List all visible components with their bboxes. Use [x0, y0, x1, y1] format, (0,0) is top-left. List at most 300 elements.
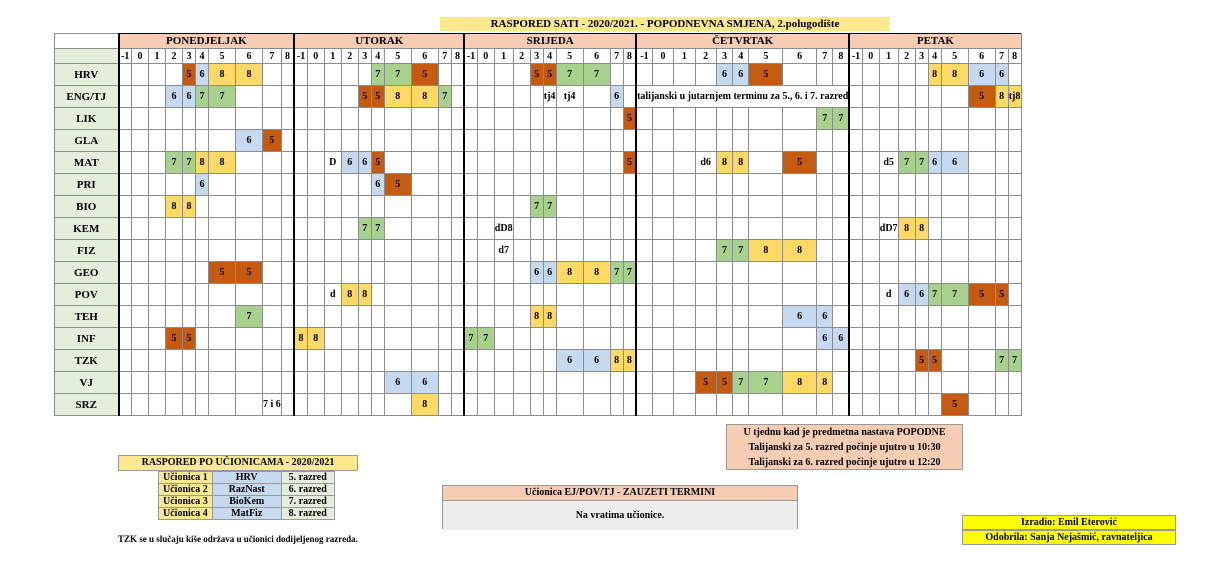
- empty-cell: [610, 240, 623, 262]
- empty-cell: [464, 174, 477, 196]
- empty-cell: [583, 108, 610, 130]
- empty-cell: [1008, 240, 1021, 262]
- empty-cell: [438, 394, 451, 416]
- empty-cell: [132, 86, 149, 108]
- hour-label: 2: [513, 49, 530, 64]
- empty-cell: [132, 394, 149, 416]
- empty-cell: [294, 372, 307, 394]
- empty-cell: [941, 262, 968, 284]
- empty-cell: [438, 306, 451, 328]
- empty-cell: [749, 174, 783, 196]
- empty-cell: [783, 218, 817, 240]
- subject-row: [55, 218, 1022, 240]
- empty-cell: [281, 262, 294, 284]
- lesson-cell: d: [324, 284, 341, 306]
- empty-cell: [209, 284, 236, 306]
- subject-row: [55, 240, 1022, 262]
- empty-cell: [879, 306, 898, 328]
- empty-cell: [307, 350, 324, 372]
- empty-cell: [307, 108, 324, 130]
- hour-label: 5: [384, 49, 411, 64]
- empty-cell: [543, 394, 556, 416]
- empty-cell: [149, 240, 166, 262]
- empty-cell: [358, 262, 371, 284]
- empty-cell: [513, 152, 530, 174]
- hour-label: 8: [623, 49, 636, 64]
- subject-label: ENG/TJ: [55, 86, 119, 108]
- empty-cell: [530, 372, 543, 394]
- empty-cell: [464, 262, 477, 284]
- empty-cell: [749, 196, 783, 218]
- empty-cell: [530, 218, 543, 240]
- subject-label: LIK: [55, 108, 119, 130]
- empty-cell: [494, 152, 513, 174]
- empty-cell: [733, 130, 749, 152]
- empty-cell: [716, 350, 732, 372]
- empty-cell: [716, 328, 732, 350]
- empty-cell: [477, 350, 494, 372]
- empty-cell: [263, 350, 282, 372]
- empty-cell: [438, 196, 451, 218]
- empty-cell: [556, 306, 583, 328]
- hour-label: -1: [636, 49, 652, 64]
- empty-cell: [652, 174, 673, 196]
- lesson-cell: 8: [530, 306, 543, 328]
- empty-cell: [862, 64, 879, 86]
- lesson-cell: 8: [733, 152, 749, 174]
- empty-cell: [494, 328, 513, 350]
- empty-cell: [733, 108, 749, 130]
- empty-cell: [464, 306, 477, 328]
- empty-cell: [833, 284, 849, 306]
- empty-cell: [817, 262, 833, 284]
- empty-cell: [183, 240, 196, 262]
- empty-cell: [898, 174, 915, 196]
- subject-label: GEO: [55, 262, 119, 284]
- empty-cell: [898, 262, 915, 284]
- empty-cell: [132, 306, 149, 328]
- empty-cell: [543, 372, 556, 394]
- empty-cell: [733, 218, 749, 240]
- empty-cell: [695, 284, 716, 306]
- empty-cell: [610, 196, 623, 218]
- empty-cell: [196, 262, 209, 284]
- hour-label: 3: [183, 49, 196, 64]
- empty-cell: [494, 284, 513, 306]
- empty-cell: [610, 218, 623, 240]
- lesson-cell: 7: [196, 86, 209, 108]
- empty-cell: [281, 306, 294, 328]
- lesson-cell: 8: [928, 64, 941, 86]
- empty-cell: [281, 108, 294, 130]
- room-schedule-title: RASPORED PO UČIONICAMA - 2020/2021: [118, 455, 358, 471]
- empty-cell: [749, 350, 783, 372]
- empty-cell: [477, 262, 494, 284]
- subject-row: [55, 196, 1022, 218]
- empty-cell: [636, 218, 652, 240]
- empty-cell: [833, 196, 849, 218]
- empty-cell: [716, 262, 732, 284]
- empty-cell: [623, 240, 636, 262]
- lesson-cell: 8: [623, 350, 636, 372]
- empty-cell: [294, 108, 307, 130]
- empty-cell: [623, 218, 636, 240]
- empty-cell: [733, 306, 749, 328]
- empty-cell: [623, 130, 636, 152]
- empty-cell: [371, 394, 384, 416]
- empty-cell: [438, 350, 451, 372]
- empty-cell: [610, 152, 623, 174]
- empty-cell: [513, 218, 530, 240]
- empty-cell: [1008, 108, 1021, 130]
- subject-label: VJ: [55, 372, 119, 394]
- empty-cell: [695, 174, 716, 196]
- empty-cell: [879, 240, 898, 262]
- lesson-cell: 5: [183, 64, 196, 86]
- empty-cell: [236, 328, 263, 350]
- empty-cell: [1008, 328, 1021, 350]
- lesson-cell: 7 i 6: [263, 394, 282, 416]
- empty-cell: [149, 306, 166, 328]
- empty-cell: [674, 218, 695, 240]
- empty-cell: [281, 130, 294, 152]
- room-subject: RazNast: [212, 484, 281, 496]
- lesson-cell: tj4: [543, 86, 556, 108]
- empty-cell: [862, 152, 879, 174]
- empty-cell: [149, 350, 166, 372]
- empty-cell: [941, 86, 968, 108]
- empty-cell: [636, 350, 652, 372]
- lesson-cell: 6: [411, 372, 438, 394]
- empty-cell: [995, 372, 1008, 394]
- lesson-cell: 8: [898, 218, 915, 240]
- empty-cell: [294, 196, 307, 218]
- empty-cell: [149, 262, 166, 284]
- empty-cell: [513, 130, 530, 152]
- lesson-cell: 6: [166, 86, 183, 108]
- lesson-cell: 6: [358, 152, 371, 174]
- lesson-cell: 8: [783, 240, 817, 262]
- lesson-cell: dD7: [879, 218, 898, 240]
- hour-label: 2: [166, 49, 183, 64]
- empty-cell: [324, 130, 341, 152]
- empty-cell: [783, 130, 817, 152]
- empty-cell: [928, 108, 941, 130]
- lesson-cell: 7: [358, 218, 371, 240]
- empty-cell: [149, 64, 166, 86]
- empty-cell: [623, 196, 636, 218]
- empty-cell: [817, 130, 833, 152]
- notice-line-1: U tjednu kad je predmetna nastava POPODNE: [743, 427, 946, 438]
- hour-label: -1: [119, 49, 132, 64]
- empty-cell: [371, 306, 384, 328]
- empty-cell: [995, 218, 1008, 240]
- empty-cell: [438, 108, 451, 130]
- empty-cell: [995, 306, 1008, 328]
- author-label: Izradio: Emil Eterović: [962, 515, 1176, 530]
- empty-cell: [674, 284, 695, 306]
- subject-row: [55, 306, 1022, 328]
- hour-label: 0: [477, 49, 494, 64]
- empty-cell: [196, 372, 209, 394]
- empty-cell: [674, 130, 695, 152]
- empty-cell: [623, 306, 636, 328]
- empty-cell: [132, 218, 149, 240]
- empty-cell: [149, 328, 166, 350]
- empty-cell: [898, 130, 915, 152]
- empty-cell: [862, 130, 879, 152]
- empty-cell: [183, 108, 196, 130]
- empty-cell: [783, 394, 817, 416]
- empty-cell: [695, 130, 716, 152]
- empty-cell: [941, 196, 968, 218]
- empty-cell: [464, 108, 477, 130]
- lesson-cell: 7: [1008, 350, 1021, 372]
- empty-cell: [209, 174, 236, 196]
- lesson-cell: 5: [968, 284, 995, 306]
- empty-cell: [623, 86, 636, 108]
- empty-cell: [716, 306, 732, 328]
- empty-cell: [384, 130, 411, 152]
- subject-label: GLA: [55, 130, 119, 152]
- empty-cell: [583, 328, 610, 350]
- lesson-cell: dD8: [494, 218, 513, 240]
- empty-cell: [358, 174, 371, 196]
- empty-cell: [583, 284, 610, 306]
- empty-cell: [1008, 174, 1021, 196]
- room-row: [159, 508, 335, 520]
- empty-cell: [543, 328, 556, 350]
- empty-cell: [132, 108, 149, 130]
- room-name: Učionica 1: [159, 472, 213, 484]
- empty-cell: [968, 218, 995, 240]
- empty-cell: [928, 86, 941, 108]
- empty-cell: [411, 196, 438, 218]
- empty-cell: [556, 130, 583, 152]
- empty-cell: [149, 196, 166, 218]
- empty-cell: [674, 108, 695, 130]
- empty-cell: [494, 174, 513, 196]
- tzk-note: TZK se u slučaju kiše održava u učionici dodijeljenog razreda.: [118, 534, 358, 544]
- hour-label: 0: [307, 49, 324, 64]
- lesson-cell: 6: [817, 306, 833, 328]
- lesson-cell: 8: [384, 86, 411, 108]
- italian-note: talijanski u jutarnjem terminu za 5., 6. i 7. razred: [636, 86, 849, 108]
- ej-box-title: Učionica EJ/POV/TJ - ZAUZETI TERMINI: [443, 486, 797, 501]
- room-name: Učionica 3: [159, 496, 213, 508]
- empty-cell: [862, 372, 879, 394]
- empty-cell: [849, 152, 862, 174]
- empty-cell: [451, 262, 464, 284]
- empty-cell: [915, 394, 928, 416]
- empty-cell: [636, 196, 652, 218]
- empty-cell: [263, 284, 282, 306]
- hour-label: 7: [995, 49, 1008, 64]
- empty-cell: [928, 174, 941, 196]
- empty-cell: [583, 152, 610, 174]
- empty-cell: [879, 394, 898, 416]
- empty-cell: [341, 240, 358, 262]
- empty-cell: [674, 306, 695, 328]
- empty-cell: [1008, 196, 1021, 218]
- hour-label: 4: [371, 49, 384, 64]
- empty-cell: [652, 108, 673, 130]
- empty-cell: [196, 218, 209, 240]
- empty-cell: [263, 240, 282, 262]
- room-subject: HRV: [212, 472, 281, 484]
- empty-cell: [716, 284, 732, 306]
- empty-cell: [583, 306, 610, 328]
- empty-cell: [1008, 262, 1021, 284]
- lesson-cell: 8: [183, 196, 196, 218]
- subject-row: [55, 174, 1022, 196]
- empty-cell: [556, 152, 583, 174]
- empty-cell: [610, 394, 623, 416]
- empty-cell: [879, 350, 898, 372]
- lesson-cell: 7: [915, 152, 928, 174]
- empty-cell: [915, 64, 928, 86]
- lesson-cell: 7: [464, 328, 477, 350]
- subject-label: PRI: [55, 174, 119, 196]
- empty-cell: [384, 262, 411, 284]
- empty-cell: [733, 350, 749, 372]
- empty-cell: [968, 152, 995, 174]
- empty-cell: [636, 152, 652, 174]
- empty-cell: [464, 130, 477, 152]
- empty-cell: [543, 218, 556, 240]
- hour-label: 6: [236, 49, 263, 64]
- empty-cell: [749, 394, 783, 416]
- empty-cell: [294, 64, 307, 86]
- empty-cell: [674, 394, 695, 416]
- empty-cell: [477, 108, 494, 130]
- empty-cell: [307, 284, 324, 306]
- empty-cell: [477, 64, 494, 86]
- room-subject: BioKem: [212, 496, 281, 508]
- hour-label: 5: [209, 49, 236, 64]
- subject-row: [55, 64, 1022, 86]
- lesson-cell: d: [879, 284, 898, 306]
- room-schedule: [118, 455, 358, 520]
- empty-cell: [610, 108, 623, 130]
- empty-cell: [384, 218, 411, 240]
- empty-cell: [294, 174, 307, 196]
- empty-cell: [513, 174, 530, 196]
- empty-cell: [384, 152, 411, 174]
- empty-cell: [652, 328, 673, 350]
- empty-cell: [294, 130, 307, 152]
- lesson-cell: 8: [783, 372, 817, 394]
- lesson-cell: 5: [411, 64, 438, 86]
- empty-cell: [358, 64, 371, 86]
- empty-cell: [494, 262, 513, 284]
- empty-cell: [543, 240, 556, 262]
- empty-cell: [513, 350, 530, 372]
- empty-cell: [166, 372, 183, 394]
- empty-cell: [132, 152, 149, 174]
- empty-cell: [119, 394, 132, 416]
- empty-cell: [183, 350, 196, 372]
- empty-cell: [438, 152, 451, 174]
- empty-cell: [263, 306, 282, 328]
- afternoon-notice: [726, 424, 963, 470]
- lesson-cell: 5: [183, 328, 196, 350]
- empty-cell: [513, 372, 530, 394]
- empty-cell: [384, 394, 411, 416]
- empty-cell: [438, 130, 451, 152]
- lesson-cell: 6: [928, 152, 941, 174]
- empty-cell: [623, 328, 636, 350]
- empty-cell: [623, 284, 636, 306]
- empty-cell: [898, 86, 915, 108]
- empty-cell: [451, 394, 464, 416]
- empty-cell: [733, 196, 749, 218]
- empty-cell: [879, 328, 898, 350]
- empty-cell: [995, 240, 1008, 262]
- empty-cell: [610, 284, 623, 306]
- empty-cell: [783, 284, 817, 306]
- lesson-cell: 8: [610, 350, 623, 372]
- lesson-cell: 5: [928, 350, 941, 372]
- empty-cell: [307, 174, 324, 196]
- empty-cell: [371, 328, 384, 350]
- empty-cell: [281, 152, 294, 174]
- empty-cell: [833, 262, 849, 284]
- empty-cell: [411, 284, 438, 306]
- lesson-cell: 7: [371, 218, 384, 240]
- empty-cell: [733, 394, 749, 416]
- room-grade: 5. razred: [281, 472, 334, 484]
- empty-cell: [583, 174, 610, 196]
- lesson-cell: 6: [371, 174, 384, 196]
- empty-cell: [236, 174, 263, 196]
- empty-cell: [543, 284, 556, 306]
- empty-cell: [411, 108, 438, 130]
- subject-label: INF: [55, 328, 119, 350]
- empty-cell: [749, 130, 783, 152]
- empty-cell: [341, 394, 358, 416]
- empty-cell: [513, 262, 530, 284]
- empty-cell: [371, 130, 384, 152]
- empty-cell: [132, 240, 149, 262]
- empty-cell: [464, 394, 477, 416]
- empty-cell: [307, 262, 324, 284]
- subject-row: [55, 130, 1022, 152]
- empty-cell: [636, 130, 652, 152]
- empty-cell: [583, 86, 610, 108]
- hour-label: 8: [833, 49, 849, 64]
- lesson-cell: 8: [941, 64, 968, 86]
- empty-cell: [968, 262, 995, 284]
- empty-cell: [451, 350, 464, 372]
- lesson-cell: 8: [749, 240, 783, 262]
- empty-cell: [464, 64, 477, 86]
- lesson-cell: tj4: [556, 86, 583, 108]
- empty-cell: [915, 196, 928, 218]
- empty-cell: [849, 196, 862, 218]
- empty-cell: [341, 64, 358, 86]
- empty-cell: [384, 196, 411, 218]
- empty-cell: [636, 64, 652, 86]
- lesson-cell: 7: [371, 64, 384, 86]
- empty-cell: [411, 174, 438, 196]
- empty-cell: [464, 86, 477, 108]
- empty-cell: [898, 108, 915, 130]
- empty-cell: [695, 108, 716, 130]
- empty-cell: [281, 86, 294, 108]
- lesson-cell: 7: [898, 152, 915, 174]
- empty-cell: [149, 152, 166, 174]
